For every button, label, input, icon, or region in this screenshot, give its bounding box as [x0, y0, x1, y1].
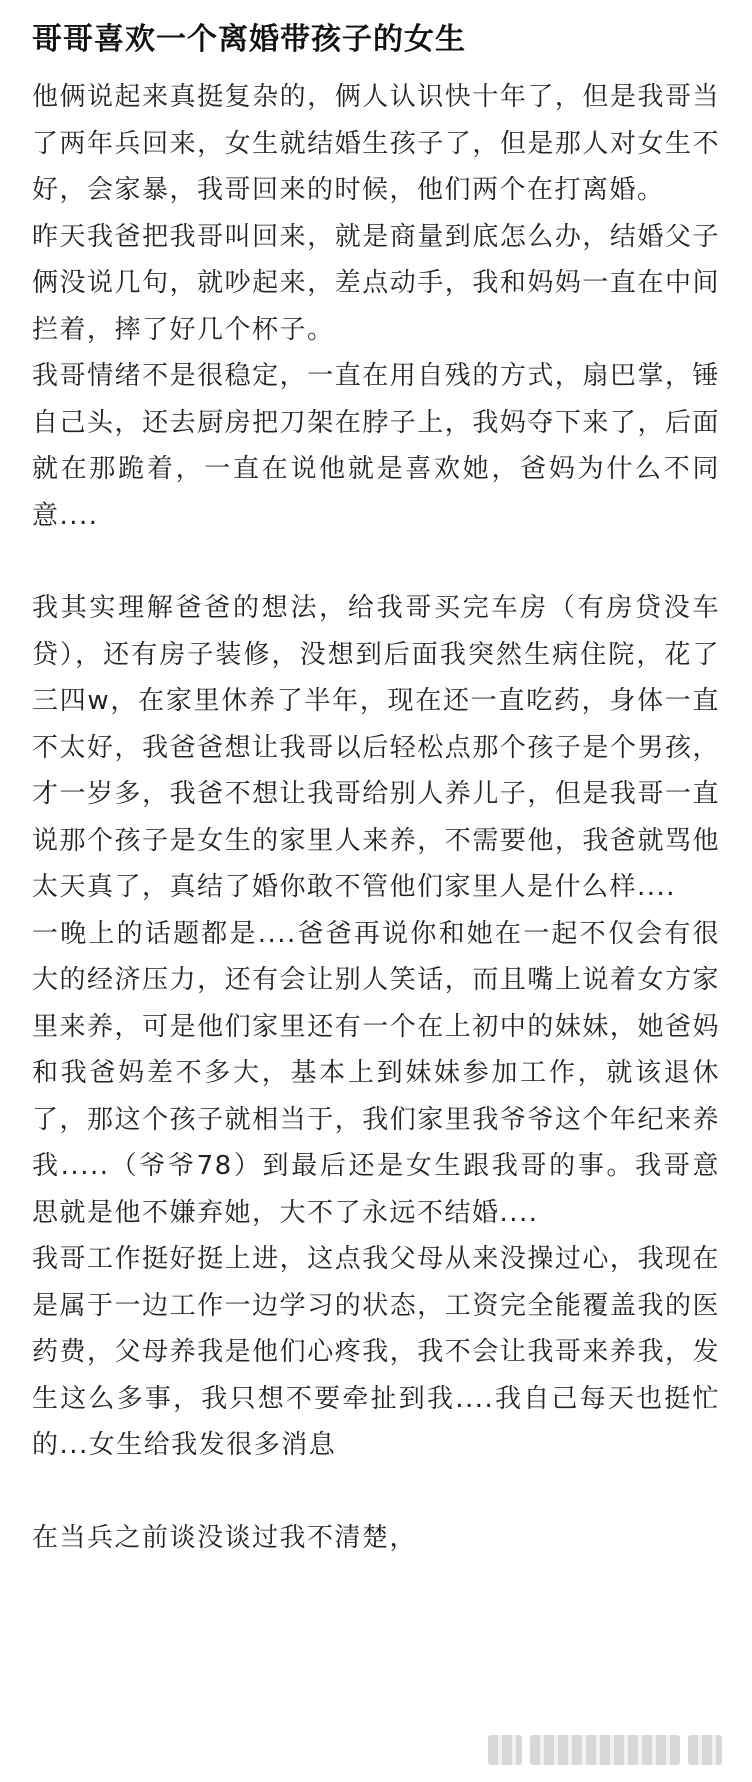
watermark-block: [688, 1735, 722, 1765]
watermark-overlay: [472, 1726, 722, 1774]
paragraph-spacer: [32, 539, 720, 585]
watermark-block: [530, 1735, 680, 1765]
paragraph-7: 在当兵之前谈没谈过我不清楚，: [32, 1522, 418, 1553]
paragraph-1: 他俩说起来真挺复杂的，俩人认识快十年了，但是我哥当了两年兵回来，女生就结婚生孩子了，但是那人对女生不好，会家暴，我哥回来的时候，他们两个在打离婚。: [32, 82, 720, 205]
post-title: 哥哥喜欢一个离婚带孩子的女生: [32, 22, 466, 57]
paragraph-2: 昨天我爸把我哥叫回来，就是商量到底怎么办，结婚父子俩没说几句，就吵起来，差点动手，我和妈妈一直在中间拦着，摔了好几个杯子。: [32, 221, 720, 345]
paragraph-spacer: [32, 1469, 720, 1515]
watermark-block: [488, 1735, 522, 1765]
paragraph-5: 一晚上的话题都是....爸爸再说你和她在一起不仅会有很大的经济压力，还有会让别人笑话，而且嘴上说着女方家里来养，可是他们家里还有一个在上初中的妹妹，她爸妈和我爸妈差不多大，基本上到妹妹参加工作，就该退休了，那这个孩子就相当于，我们家里我爷爷这个年纪来养我.....（爷爷78）到最后还是女生跟我哥的事。我哥意思就是他不嫌弃她，大不了永远不结婚....: [32, 918, 720, 1228]
paragraph-6: 我哥工作挺好挺上进，这点我父母从来没操过心，我现在是属于一边工作一边学习的状态，工资完全能覆盖我的医药费，父母养我是他们心疼我，我不会让我哥来养我，发生这么多事，我只想不要牵扯到我....我自己每天也挺忙的...女生给我发很多消息: [32, 1244, 720, 1460]
paragraph-4: 我其实理解爸爸的想法，给我哥买完车房（有房贷没车贷），还有房子装修，没想到后面我突然生病住院，花了三四w，在家里休养了半年，现在还一直吃药，身体一直不太好，我爸爸想让我哥以后轻松点那个孩子是个男孩，才一岁多，我爸不想让我哥给别人养儿子，但是我哥一直说那个孩子是女生的家里人来养，不需要他，我爸就骂他太天真了，真结了婚你敢不管他们家里人是什么样....: [32, 593, 720, 902]
paragraph-3: 我哥情绪不是很稳定，一直在用自残的方式，扇巴掌，锤自己头，还去厨房把刀架在脖子上，我妈夺下来了，后面就在那跪着，一直在说他就是喜欢她，爸妈为什么不同意....: [32, 361, 720, 531]
